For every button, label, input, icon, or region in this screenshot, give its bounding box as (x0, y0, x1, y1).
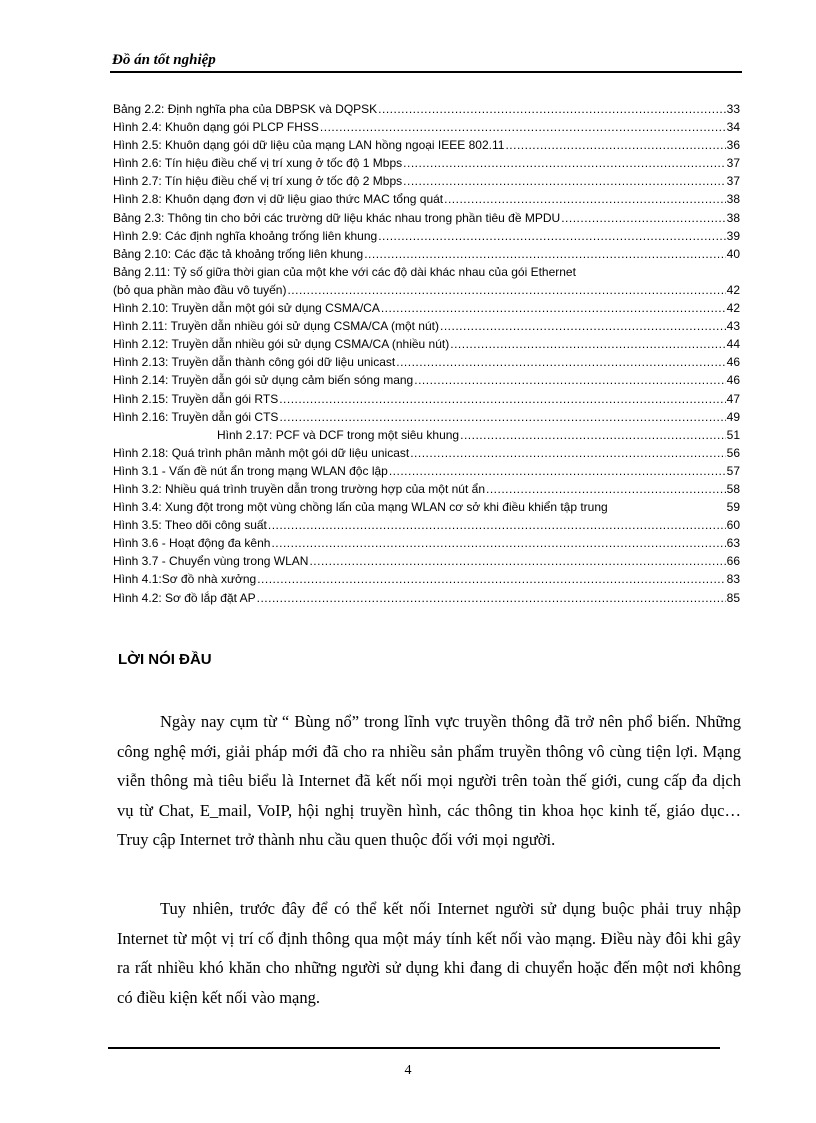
toc-entry (113, 154, 740, 172)
toc-dot-leader (257, 589, 726, 607)
toc-dot-leader (257, 570, 725, 588)
toc-dot-leader (414, 371, 725, 389)
toc-entry-page: 58 (726, 481, 740, 496)
toc-dot-leader (460, 426, 726, 444)
section-heading: LỜI NÓI ĐẦU (118, 651, 212, 668)
toc-entry-title: Hình 3.5: Theo dõi công suất (113, 518, 267, 533)
toc-dot-leader (364, 245, 725, 263)
toc-entry (113, 353, 740, 371)
toc-entry (113, 516, 740, 534)
toc-dot-leader (309, 552, 725, 570)
toc-entry (113, 534, 740, 552)
toc-entry-title: Bảng 2.10: Các đặc tả khoảng trống liên khung (113, 246, 364, 261)
toc-entry-page: 44 (726, 337, 740, 352)
toc-entry (113, 172, 740, 190)
toc-dot-leader (381, 299, 726, 317)
toc-entry (113, 190, 740, 208)
toc-entry-page: 49 (726, 409, 740, 424)
toc-entry (113, 245, 740, 263)
toc-entry-title: Bảng 2.11: Tỷ số giữa thời gian của một khe với các độ dài khác nhau của gói Ethernet (113, 264, 576, 279)
toc-entry-title: Hình 2.15: Truyền dẫn gói RTS (113, 391, 279, 406)
toc-entry-title: Hình 2.5: Khuôn dạng gói dữ liệu của mạng LAN hồng ngoại IEEE 802.11 (113, 138, 505, 153)
toc-entry (113, 462, 740, 480)
header-rule (110, 71, 742, 73)
toc-dot-leader (279, 390, 725, 408)
toc-dot-leader (268, 516, 726, 534)
toc-entry-title: Hình 3.7 - Chuyển vùng trong WLAN (113, 554, 309, 569)
toc-entry-page: 33 (726, 102, 740, 116)
toc-entry (113, 118, 740, 136)
toc-entry-page: 40 (726, 246, 740, 261)
body-paragraph-1: Ngày nay cụm từ “ Bùng nổ” trong lĩnh vực truyền thông đã trở nên phổ biến. Những công nghệ mới, giải pháp mới đã cho ra nhiều sản phẩm truyền thông vô cùng tiện lợi. Mạng viễn thông mà tiêu biểu là Internet đã kết nối mọi người trên toàn thế giới, cung cấp đa dịch vụ từ Chat, E_mail, VoIP, hội nghị truyền hình, các thông tin khoa học kinh tế, giáo dục… Truy cập Internet trở thành nhu cầu quen thuộc đối với mọi người. (117, 712, 741, 849)
toc-entry (113, 136, 740, 154)
toc-entry-page: 59 (726, 500, 740, 515)
toc-entry (113, 426, 740, 444)
toc-entry-page: 66 (726, 554, 740, 569)
toc-entry-page: 47 (726, 391, 740, 406)
toc-dot-leader (271, 534, 725, 552)
document-header-title: Đồ án tốt nghiệp (112, 52, 216, 68)
toc-entry (113, 227, 740, 245)
body-paragraph-2: Tuy nhiên, trước đây để có thể kết nối Internet người sử dụng buộc phải truy nhập Internet từ một vị trí cố định thông qua một máy tính kết nối vào mạng. Điều này đôi khi gây ra rất nhiều khó khăn cho những người sử dụng khi đang di chuyển hoặc đến một nơi không có điều kiện kết nối vào mạng. (117, 899, 741, 1007)
toc-entry-title: Hình 2.11: Truyền dẫn nhiều gói sử dụng CSMA/CA (một nút) (113, 319, 439, 334)
toc-entry-title: Hình 4.2: Sơ đồ lắp đặt AP (113, 590, 256, 605)
toc-entry-title: Hình 2.10: Truyền dẫn một gói sử dụng CSMA/CA (113, 301, 380, 316)
toc-entry-page: 36 (726, 138, 740, 153)
toc-entry-title: Hình 2.7: Tín hiệu điều chế vị trí xung ở tốc độ 2 Mbps (113, 174, 403, 189)
figure-table-list (113, 100, 740, 607)
toc-entry-page: 56 (726, 445, 740, 460)
toc-entry-page: 57 (726, 463, 740, 478)
toc-entry-page: 60 (726, 518, 740, 533)
toc-entry-title: Hình 2.6: Tín hiệu điều chế vị trí xung ở tốc độ 1 Mbps (113, 156, 403, 171)
toc-entry-page: 42 (726, 301, 740, 316)
toc-entry (113, 335, 740, 353)
toc-entry (113, 498, 740, 516)
toc-entry (113, 480, 740, 498)
toc-entry (113, 570, 740, 588)
toc-entry-title: Hình 2.14: Truyền dẫn gói sử dụng cảm biến sóng mang (113, 373, 414, 388)
toc-entry-title: Hình 4.1:Sơ đồ nhà xưởng (113, 572, 257, 587)
toc-entry-title: Hình 2.12: Truyền dẫn nhiều gói sử dụng CSMA/CA (nhiều nút) (113, 337, 450, 352)
toc-entry-title: Hình 2.18: Quá trình phân mảnh một gói dữ liệu unicast (113, 445, 410, 460)
toc-entry-page: 39 (726, 228, 740, 243)
toc-dot-leader (403, 172, 725, 190)
toc-entry (113, 552, 740, 570)
toc-entry-page: 38 (726, 192, 740, 207)
toc-entry-title: Hình 2.8: Khuôn dạng đơn vị dữ liệu giao thức MAC tổng quát (113, 192, 444, 207)
toc-entry-page: 63 (726, 536, 740, 551)
toc-entry-title: Hình 2.9: Các định nghĩa khoảng trống liên khung (113, 228, 378, 243)
toc-entry-page: 85 (726, 590, 740, 605)
toc-entry-page: 34 (726, 120, 740, 135)
toc-entry (113, 100, 740, 118)
toc-entry-page: 37 (726, 156, 740, 171)
toc-entry-page: 51 (726, 427, 740, 442)
toc-entry-title: Hình 2.13: Truyền dẫn thành công gói dữ liệu unicast (113, 355, 396, 370)
toc-entry-page: 43 (726, 319, 740, 334)
toc-dot-leader (320, 118, 726, 136)
toc-entry-page: 46 (726, 355, 740, 370)
toc-entry-title: Hình 2.16: Truyền dẫn gói CTS (113, 409, 279, 424)
toc-entry-title-continued: (bỏ qua phần mào đầu vô tuyến) (113, 282, 287, 297)
toc-entry-title: Hình 2.4: Khuôn dạng gói PLCP FHSS (113, 120, 319, 135)
footer-rule (108, 1047, 720, 1049)
toc-entry-page: 83 (726, 572, 740, 587)
toc-entry-title: Hình 3.4: Xung đột trong một vùng chồng lấn của mạng WLAN cơ sở khi điều khiển tập trung (113, 500, 608, 515)
toc-dot-leader (410, 444, 725, 462)
toc-entry (113, 299, 740, 317)
toc-entry-title: Hình 3.1 - Vấn đề nút ẩn trong mạng WLAN độc lập (113, 463, 388, 478)
toc-entry-page: 37 (726, 174, 740, 189)
toc-entry (113, 408, 740, 426)
toc-dot-leader (450, 335, 725, 353)
toc-entry-title: Bảng 2.2: Định nghĩa pha của DBPSK và DQPSK (113, 102, 378, 116)
toc-dot-leader (403, 154, 725, 172)
toc-entry-title: Hình 3.2: Nhiều quá trình truyền dẫn trong trường hợp của một nút ẩn (113, 481, 485, 496)
toc-entry-page: 42 (726, 282, 740, 297)
toc-dot-leader (389, 462, 726, 480)
toc-entry (113, 444, 740, 462)
toc-entry (113, 371, 740, 389)
toc-dot-leader (561, 209, 725, 227)
toc-dot-leader (378, 100, 725, 118)
toc-entry-page: 46 (726, 373, 740, 388)
page-number: 4 (404, 1063, 412, 1078)
toc-entry-title: Bảng 2.3: Thông tin cho bởi các trường dữ liệu khác nhau trong phần tiêu đề MPDU (113, 210, 561, 225)
toc-entry-title: Hình 3.6 - Hoạt động đa kênh (113, 536, 271, 551)
toc-entry (113, 263, 740, 299)
toc-dot-leader (287, 281, 725, 299)
toc-entry-page: 38 (726, 210, 740, 225)
toc-entry (113, 317, 740, 335)
toc-entry (113, 209, 740, 227)
toc-dot-leader (486, 480, 726, 498)
toc-dot-leader (444, 190, 726, 208)
toc-entry-title: Hình 2.17: PCF và DCF trong một siêu khung (217, 427, 460, 442)
toc-entry (113, 390, 740, 408)
toc-dot-leader (378, 227, 725, 245)
toc-dot-leader (279, 408, 725, 426)
toc-dot-leader (440, 317, 726, 335)
toc-dot-leader (396, 353, 725, 371)
toc-entry (113, 589, 740, 607)
toc-dot-leader (505, 136, 725, 154)
